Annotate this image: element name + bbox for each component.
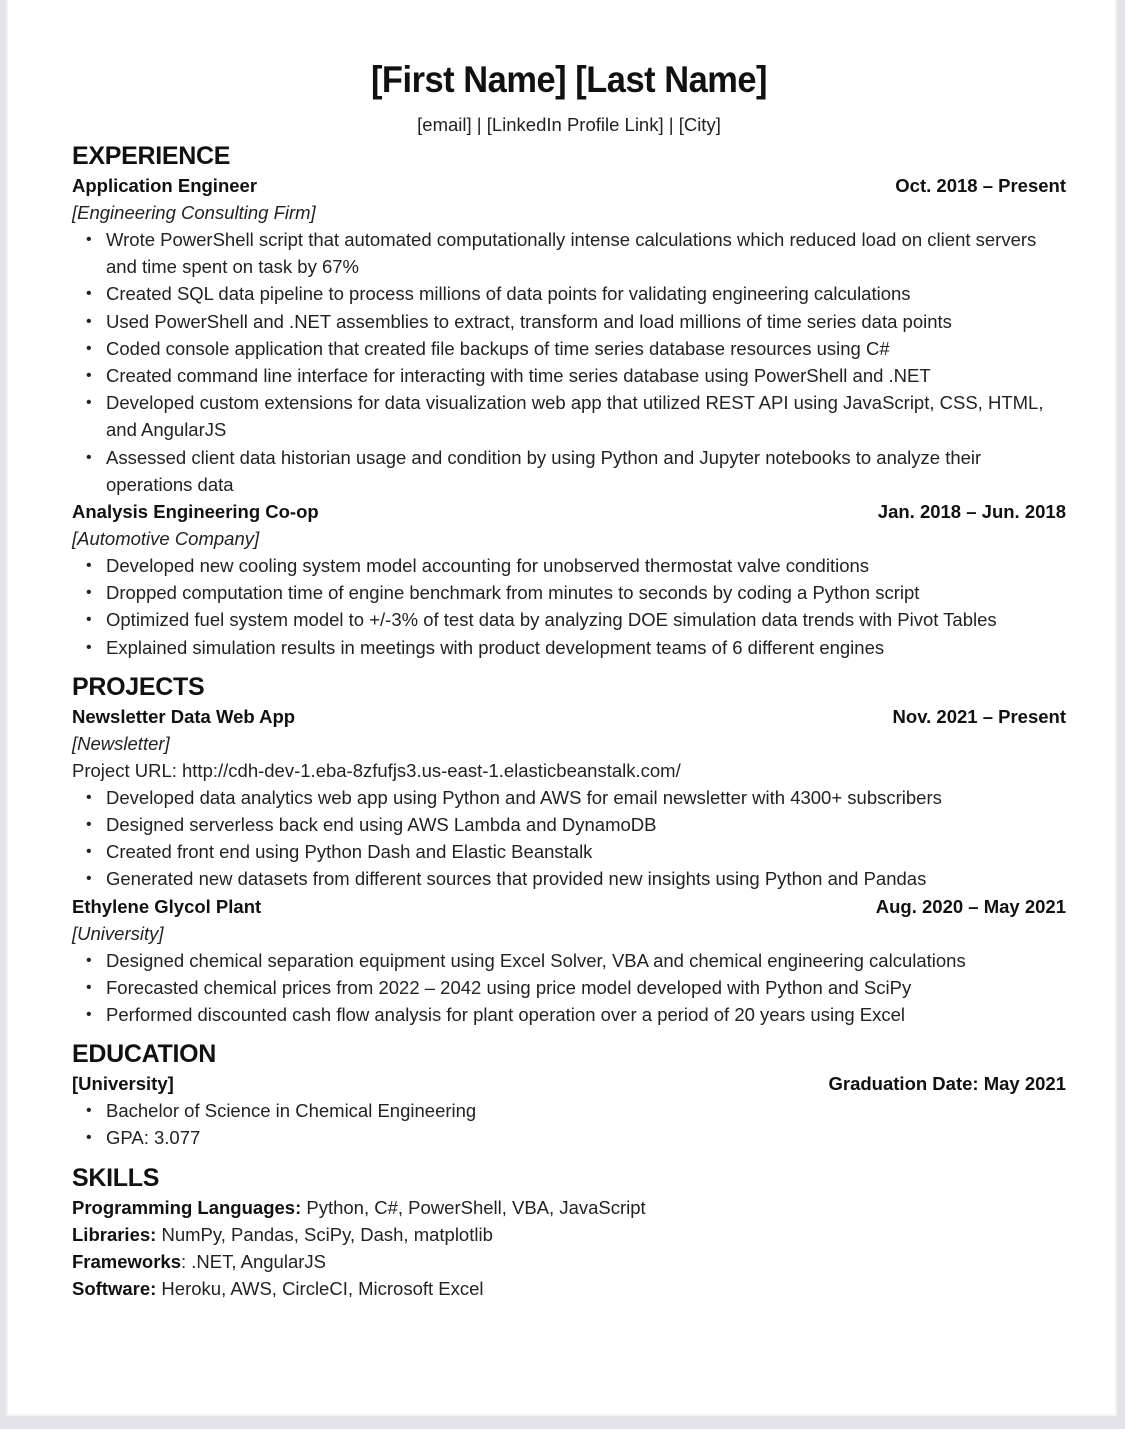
bullet-item xyxy=(72,1097,1066,1124)
entry-header xyxy=(72,498,1066,525)
bullet-list xyxy=(72,226,1066,498)
entry-header xyxy=(72,172,1066,199)
section-title-experience: EXPERIENCE xyxy=(72,142,231,170)
bullet-item xyxy=(72,552,1066,579)
gpa: GPA: 3.077 xyxy=(106,1127,201,1149)
project-name: Ethylene Glycol Plant xyxy=(72,895,262,917)
job-dates: Jan. 2018 – Jun. 2018 xyxy=(877,501,1066,523)
bullet-list xyxy=(72,947,1066,1029)
project-entry xyxy=(72,893,1066,1029)
bullet-icon: • xyxy=(86,584,92,602)
bullet-icon: • xyxy=(86,611,92,629)
skill-label: Frameworks xyxy=(72,1250,181,1272)
degree: Bachelor of Science in Chemical Engineering xyxy=(106,1100,477,1122)
bullet-list xyxy=(72,552,1066,661)
project-dates: Nov. 2021 – Present xyxy=(892,705,1066,727)
skill-value: NumPy, Pandas, SciPy, Dash, matplotlib xyxy=(156,1223,493,1245)
skill-line-frameworks xyxy=(72,1248,1066,1275)
bullet-icon: • xyxy=(86,312,92,330)
skill-label: Libraries: xyxy=(72,1223,157,1245)
employer: [Engineering Consulting Firm] xyxy=(72,202,316,223)
bullet-item xyxy=(72,579,1066,606)
bullet-item xyxy=(72,784,1066,811)
bullet-text: Developed custom extensions for data visualization web app that utilized REST API using JavaScript, CSS, HTML, and AngularJS xyxy=(106,392,1044,441)
bullet-item xyxy=(72,974,1066,1001)
bullet-item xyxy=(72,865,1066,892)
bullet-icon: • xyxy=(86,339,92,357)
project-org: [University] xyxy=(72,922,164,944)
bullet-icon: • xyxy=(86,557,92,575)
bullet-text: Assessed client data historian usage and condition by using Python and Jupyter notebooks to analyze their operations data xyxy=(106,446,982,495)
bullet-item xyxy=(72,444,1066,498)
bullet-text: Explained simulation results in meetings with product development teams of 6 different engines xyxy=(106,636,885,658)
bullet-text: Used PowerShell and .NET assemblies to extract, transform and load millions of time series data points xyxy=(106,310,952,332)
bullet-item xyxy=(72,634,1066,661)
entry-header xyxy=(72,893,1066,920)
entry-header xyxy=(72,703,1066,730)
bullet-icon: • xyxy=(86,231,92,248)
candidate-name: [First Name] [Last Name] xyxy=(370,59,768,100)
bullet-item xyxy=(72,389,1066,443)
bullet-icon: • xyxy=(86,285,92,303)
skill-line-software xyxy=(72,1275,1066,1302)
bullet-text: Designed chemical separation equipment using Excel Solver, VBA and chemical engineering calculations xyxy=(106,949,966,971)
skill-value: Heroku, AWS, CircleCI, Microsoft Excel xyxy=(156,1277,484,1299)
bullet-icon: • xyxy=(86,448,92,466)
bullet-text: Created SQL data pipeline to process millions of data points for validating engineering calculations xyxy=(106,283,911,305)
bullet-item xyxy=(72,1124,1066,1151)
experience-entry xyxy=(72,172,1066,498)
contact-line: [email] | [LinkedIn Profile Link] | [City] xyxy=(417,114,721,135)
bullet-item xyxy=(72,947,1066,974)
project-entry xyxy=(72,703,1066,893)
bullet-text: Performed discounted cash flow analysis for plant operation over a period of 20 years using Excel xyxy=(106,1004,906,1026)
bullet-text: Dropped computation time of engine benchmark from minutes to seconds by coding a Python script xyxy=(106,582,920,604)
skill-line-programming xyxy=(72,1194,1066,1221)
bullet-list xyxy=(72,1097,1066,1151)
bullet-text: Forecasted chemical prices from 2022 – 2042 using price model developed with Python and SciPy xyxy=(106,976,912,998)
education-header xyxy=(72,1070,1066,1097)
bullet-item xyxy=(72,838,1066,865)
bullet-icon: • xyxy=(86,1102,92,1120)
bullet-text: Developed data analytics web app using Python and AWS for email newsletter with 4300+ subscribers xyxy=(106,786,942,808)
project-dates: Aug. 2020 – May 2021 xyxy=(875,895,1066,917)
bullet-icon: • xyxy=(86,367,92,385)
bullet-text: Optimized fuel system model to +/-3% of test data by analyzing DOE simulation data trends with Pivot Tables xyxy=(106,609,997,631)
project-url[interactable]: Project URL: http://cdh-dev-1.eba-8zfufjs3.us-east-1.elasticbeanstalk.com/ xyxy=(72,759,681,781)
bullet-text: Designed serverless back end using AWS Lambda and DynamoDB xyxy=(106,814,657,836)
bullet-item xyxy=(72,362,1066,389)
graduation-date: Graduation Date: May 2021 xyxy=(828,1073,1066,1095)
job-title: Application Engineer xyxy=(72,175,258,196)
bullet-text: Created command line interface for interacting with time series database using PowerShell and .NET xyxy=(106,365,931,387)
skill-value: Python, C#, PowerShell, VBA, JavaScript xyxy=(301,1196,646,1218)
bullet-icon: • xyxy=(86,394,92,412)
section-title-education: EDUCATION xyxy=(72,1040,217,1069)
experience-entry xyxy=(72,498,1066,661)
bullet-item xyxy=(72,308,1066,335)
bullet-item xyxy=(72,1001,1066,1028)
bullet-item xyxy=(72,226,1066,280)
job-dates: Oct. 2018 – Present xyxy=(895,175,1066,196)
bullet-text: Generated new datasets from different sources that provided new insights using Python and Pandas xyxy=(106,868,927,890)
resume-page xyxy=(6,0,1117,1416)
bullet-icon: • xyxy=(86,1006,92,1024)
resume-content xyxy=(72,56,1066,1302)
project-org: [Newsletter] xyxy=(72,732,170,754)
bullet-icon: • xyxy=(86,870,92,888)
bullet-icon: • xyxy=(86,638,92,656)
bullet-item xyxy=(72,335,1066,362)
bullet-text: Coded console application that created file backups of time series database resources using C# xyxy=(106,337,890,359)
bullet-text: Wrote PowerShell script that automated computationally intense calculations which reduced load on client servers and time spent on task by 67% xyxy=(106,229,1037,278)
section-title-projects: PROJECTS xyxy=(72,672,205,701)
bullet-icon: • xyxy=(86,816,92,834)
bullet-item xyxy=(72,280,1066,307)
bullet-icon: • xyxy=(86,1129,92,1147)
bullet-icon: • xyxy=(86,788,92,806)
skill-line-libraries xyxy=(72,1221,1066,1248)
project-name: Newsletter Data Web App xyxy=(72,705,296,727)
skill-label: Software: xyxy=(72,1277,157,1299)
job-title: Analysis Engineering Co-op xyxy=(72,501,319,523)
bullet-list xyxy=(72,784,1066,893)
bullet-text: Developed new cooling system model accounting for unobserved thermostat valve conditions xyxy=(106,555,870,577)
section-title-skills: SKILLS xyxy=(72,1163,160,1192)
bullet-item xyxy=(72,606,1066,633)
bullet-icon: • xyxy=(86,843,92,861)
skill-label: Programming Languages: xyxy=(72,1196,302,1218)
school-name: [University] xyxy=(72,1073,174,1095)
skill-value: : .NET, AngularJS xyxy=(181,1250,326,1272)
bullet-item xyxy=(72,811,1066,838)
bullet-text: Created front end using Python Dash and Elastic Beanstalk xyxy=(106,841,593,863)
bullet-icon: • xyxy=(86,978,92,996)
bullet-icon: • xyxy=(86,951,92,969)
employer: [Automotive Company] xyxy=(72,528,260,550)
